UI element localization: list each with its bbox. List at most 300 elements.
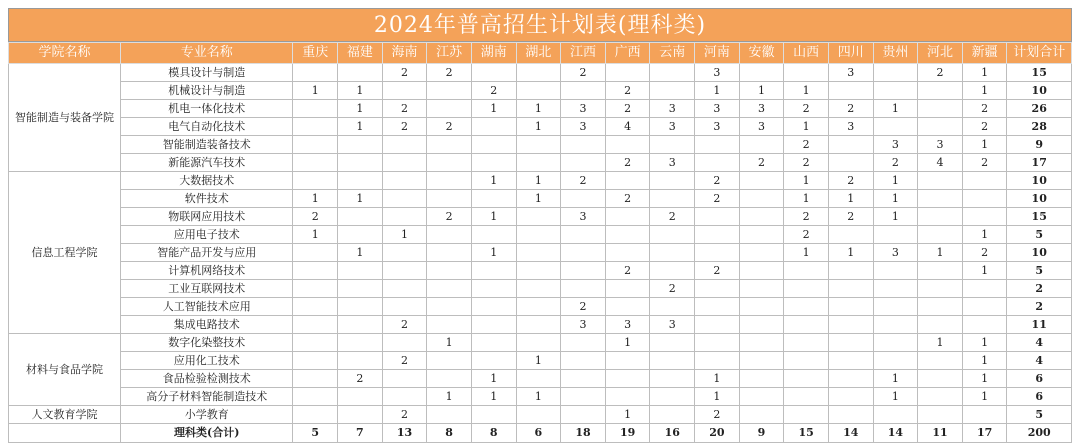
quota-cell	[293, 406, 338, 424]
quota-cell	[650, 262, 695, 280]
header-province: 广西	[605, 43, 650, 64]
quota-cell: 3	[650, 118, 695, 136]
quota-cell	[650, 172, 695, 190]
quota-cell	[427, 352, 472, 370]
quota-cell	[338, 154, 383, 172]
quota-cell	[650, 226, 695, 244]
quota-cell	[650, 64, 695, 82]
quota-cell	[695, 244, 740, 262]
quota-cell	[427, 190, 472, 208]
quota-cell: 1	[784, 82, 829, 100]
row-total-cell: 5	[1007, 406, 1072, 424]
quota-cell: 1	[784, 172, 829, 190]
quota-cell: 1	[828, 190, 873, 208]
quota-cell: 2	[784, 136, 829, 154]
quota-cell: 1	[962, 352, 1007, 370]
quota-cell: 1	[293, 226, 338, 244]
college-name-cell: 材料与食品学院	[9, 334, 121, 406]
quota-cell	[962, 298, 1007, 316]
quota-cell	[784, 370, 829, 388]
row-total-cell: 15	[1007, 208, 1072, 226]
header-province: 江苏	[427, 43, 472, 64]
quota-cell: 1	[962, 136, 1007, 154]
quota-cell	[338, 334, 383, 352]
quota-cell	[382, 154, 427, 172]
quota-cell	[873, 262, 918, 280]
quota-cell: 1	[338, 118, 383, 136]
quota-cell	[695, 208, 740, 226]
quota-cell: 1	[873, 190, 918, 208]
table-row	[9, 334, 1072, 352]
quota-cell	[338, 280, 383, 298]
quota-cell: 1	[338, 190, 383, 208]
quota-cell	[650, 190, 695, 208]
quota-cell	[382, 370, 427, 388]
quota-cell: 1	[516, 172, 561, 190]
quota-cell: 2	[338, 370, 383, 388]
quota-cell	[516, 370, 561, 388]
quota-cell: 1	[873, 100, 918, 118]
quota-cell	[918, 226, 963, 244]
row-total-cell: 2	[1007, 280, 1072, 298]
quota-cell	[962, 172, 1007, 190]
row-total-cell: 26	[1007, 100, 1072, 118]
quota-cell: 1	[873, 172, 918, 190]
quota-cell	[382, 172, 427, 190]
quota-cell	[471, 406, 516, 424]
quota-cell	[382, 298, 427, 316]
quota-cell	[828, 82, 873, 100]
quota-cell	[650, 388, 695, 406]
summary-province-total: 18	[561, 424, 606, 443]
quota-cell	[427, 370, 472, 388]
quota-cell: 1	[695, 370, 740, 388]
quota-cell: 2	[561, 172, 606, 190]
quota-cell: 1	[471, 244, 516, 262]
quota-cell	[471, 352, 516, 370]
row-total-cell: 5	[1007, 262, 1072, 280]
quota-cell: 2	[828, 100, 873, 118]
quota-cell	[427, 100, 472, 118]
header-province: 安徽	[739, 43, 784, 64]
row-total-cell: 2	[1007, 298, 1072, 316]
header-major: 专业名称	[121, 43, 293, 64]
quota-cell	[873, 406, 918, 424]
summary-province-total: 8	[427, 424, 472, 443]
quota-cell	[338, 208, 383, 226]
quota-cell	[338, 352, 383, 370]
quota-cell	[293, 262, 338, 280]
quota-cell: 3	[650, 316, 695, 334]
table-row	[9, 64, 1072, 82]
major-name-cell: 大数据技术	[121, 172, 293, 190]
quota-cell	[650, 370, 695, 388]
quota-cell	[516, 298, 561, 316]
header-total: 计划合计	[1007, 43, 1072, 64]
quota-cell	[873, 64, 918, 82]
major-name-cell: 应用化工技术	[121, 352, 293, 370]
quota-cell	[516, 280, 561, 298]
quota-cell	[962, 280, 1007, 298]
quota-cell	[650, 244, 695, 262]
grand-total-cell: 200	[1007, 424, 1072, 443]
quota-cell	[918, 82, 963, 100]
row-total-cell: 10	[1007, 172, 1072, 190]
summary-province-total: 13	[382, 424, 427, 443]
quota-cell	[338, 262, 383, 280]
quota-cell	[293, 136, 338, 154]
quota-cell	[828, 298, 873, 316]
quota-cell	[739, 370, 784, 388]
row-total-cell: 10	[1007, 82, 1072, 100]
quota-cell: 2	[293, 208, 338, 226]
quota-cell	[739, 280, 784, 298]
quota-cell	[427, 226, 472, 244]
quota-cell	[695, 352, 740, 370]
quota-cell	[427, 82, 472, 100]
major-name-cell: 应用电子技术	[121, 226, 293, 244]
quota-cell	[695, 280, 740, 298]
header-province: 海南	[382, 43, 427, 64]
quota-cell	[784, 406, 829, 424]
quota-cell: 3	[873, 244, 918, 262]
quota-cell: 4	[605, 118, 650, 136]
quota-cell	[516, 136, 561, 154]
table-row	[9, 172, 1072, 190]
quota-cell	[873, 298, 918, 316]
quota-cell	[918, 316, 963, 334]
quota-cell	[293, 64, 338, 82]
plan-table-container	[8, 8, 1072, 443]
college-name-cell: 信息工程学院	[9, 172, 121, 334]
quota-cell	[561, 370, 606, 388]
quota-cell	[918, 280, 963, 298]
header-province: 四川	[828, 43, 873, 64]
quota-cell: 1	[873, 370, 918, 388]
quota-cell: 2	[382, 118, 427, 136]
quota-cell	[784, 280, 829, 298]
major-name-cell: 新能源汽车技术	[121, 154, 293, 172]
quota-cell: 2	[382, 316, 427, 334]
quota-cell	[382, 244, 427, 262]
quota-cell	[516, 208, 561, 226]
quota-cell	[516, 82, 561, 100]
quota-cell: 2	[650, 280, 695, 298]
quota-cell	[918, 208, 963, 226]
quota-cell	[561, 190, 606, 208]
quota-cell: 3	[828, 64, 873, 82]
quota-cell: 1	[605, 406, 650, 424]
quota-cell: 1	[293, 190, 338, 208]
quota-cell	[516, 64, 561, 82]
summary-province-total: 15	[784, 424, 829, 443]
quota-cell: 2	[962, 100, 1007, 118]
quota-cell	[338, 172, 383, 190]
quota-cell: 1	[918, 334, 963, 352]
quota-cell	[516, 334, 561, 352]
quota-cell	[605, 172, 650, 190]
quota-cell	[382, 208, 427, 226]
major-name-cell: 软件技术	[121, 190, 293, 208]
quota-cell: 1	[918, 244, 963, 262]
quota-cell	[739, 334, 784, 352]
quota-cell	[605, 208, 650, 226]
quota-cell	[293, 352, 338, 370]
quota-cell: 1	[471, 208, 516, 226]
quota-cell	[784, 316, 829, 334]
quota-cell: 2	[962, 118, 1007, 136]
quota-cell	[962, 316, 1007, 334]
header-province: 河北	[918, 43, 963, 64]
quota-cell: 2	[918, 64, 963, 82]
quota-cell: 1	[338, 244, 383, 262]
quota-cell	[739, 136, 784, 154]
quota-cell	[516, 316, 561, 334]
quota-cell	[293, 388, 338, 406]
quota-cell	[516, 154, 561, 172]
major-name-cell: 计算机网络技术	[121, 262, 293, 280]
quota-cell	[873, 316, 918, 334]
quota-cell	[828, 316, 873, 334]
quota-cell	[695, 334, 740, 352]
quota-cell: 1	[739, 82, 784, 100]
quota-cell	[918, 388, 963, 406]
quota-cell: 2	[695, 172, 740, 190]
quota-cell: 1	[962, 262, 1007, 280]
quota-cell: 2	[605, 100, 650, 118]
quota-cell	[828, 352, 873, 370]
header-province: 湖南	[471, 43, 516, 64]
header-province: 河南	[695, 43, 740, 64]
table-row	[9, 262, 1072, 280]
quota-cell: 1	[338, 100, 383, 118]
major-name-cell: 食品检验检测技术	[121, 370, 293, 388]
quota-cell	[650, 334, 695, 352]
quota-cell	[739, 352, 784, 370]
table-row	[9, 136, 1072, 154]
quota-cell	[828, 136, 873, 154]
header-province: 新疆	[962, 43, 1007, 64]
table-row	[9, 352, 1072, 370]
quota-cell	[873, 118, 918, 136]
table-row	[9, 406, 1072, 424]
quota-cell	[605, 280, 650, 298]
major-name-cell: 智能制造装备技术	[121, 136, 293, 154]
quota-cell	[293, 316, 338, 334]
summary-province-total: 17	[962, 424, 1007, 443]
summary-row	[9, 424, 1072, 443]
quota-cell	[293, 334, 338, 352]
quota-cell	[561, 388, 606, 406]
table-title: 2024年普高招生计划表(理科类)	[8, 8, 1072, 42]
quota-cell: 1	[605, 334, 650, 352]
summary-province-total: 8	[471, 424, 516, 443]
quota-cell: 1	[471, 370, 516, 388]
quota-cell	[338, 226, 383, 244]
quota-cell	[561, 244, 606, 262]
quota-cell	[784, 334, 829, 352]
summary-province-total: 6	[516, 424, 561, 443]
quota-cell: 3	[695, 64, 740, 82]
major-name-cell: 机电一体化技术	[121, 100, 293, 118]
quota-cell	[293, 154, 338, 172]
quota-cell: 1	[962, 370, 1007, 388]
quota-cell: 1	[471, 388, 516, 406]
quota-cell: 2	[873, 154, 918, 172]
quota-cell	[471, 226, 516, 244]
quota-cell	[293, 280, 338, 298]
quota-cell: 2	[828, 208, 873, 226]
quota-cell: 1	[516, 190, 561, 208]
enrollment-plan-table	[8, 42, 1072, 443]
major-name-cell: 小学教育	[121, 406, 293, 424]
quota-cell: 2	[605, 154, 650, 172]
major-name-cell: 智能产品开发与应用	[121, 244, 293, 262]
quota-cell	[739, 262, 784, 280]
quota-cell: 2	[382, 406, 427, 424]
quota-cell	[605, 370, 650, 388]
quota-cell	[739, 208, 784, 226]
quota-cell	[918, 100, 963, 118]
quota-cell	[962, 190, 1007, 208]
quota-cell	[650, 82, 695, 100]
quota-cell: 3	[561, 316, 606, 334]
quota-cell	[382, 82, 427, 100]
quota-cell	[471, 334, 516, 352]
row-total-cell: 10	[1007, 244, 1072, 262]
quota-cell: 3	[561, 100, 606, 118]
quota-cell: 2	[605, 82, 650, 100]
quota-cell	[427, 136, 472, 154]
quota-cell: 3	[828, 118, 873, 136]
quota-cell: 2	[605, 190, 650, 208]
quota-cell	[605, 298, 650, 316]
quota-cell: 2	[561, 64, 606, 82]
quota-cell	[605, 136, 650, 154]
quota-cell	[382, 280, 427, 298]
table-body	[9, 64, 1072, 443]
header-province: 山西	[784, 43, 829, 64]
quota-cell	[471, 262, 516, 280]
quota-cell: 2	[739, 154, 784, 172]
quota-cell	[828, 280, 873, 298]
summary-label: 理科类(合计)	[121, 424, 293, 443]
row-total-cell: 17	[1007, 154, 1072, 172]
header-row	[9, 43, 1072, 64]
quota-cell	[293, 244, 338, 262]
quota-cell	[471, 154, 516, 172]
summary-province-total: 16	[650, 424, 695, 443]
quota-cell	[471, 118, 516, 136]
quota-cell: 1	[293, 82, 338, 100]
quota-cell	[962, 406, 1007, 424]
quota-cell	[293, 100, 338, 118]
major-name-cell: 集成电路技术	[121, 316, 293, 334]
quota-cell	[516, 406, 561, 424]
quota-cell	[561, 136, 606, 154]
table-row	[9, 316, 1072, 334]
quota-cell	[784, 298, 829, 316]
quota-cell: 1	[962, 388, 1007, 406]
quota-cell	[293, 118, 338, 136]
quota-cell: 2	[561, 298, 606, 316]
quota-cell	[382, 190, 427, 208]
quota-cell	[828, 370, 873, 388]
quota-cell	[739, 316, 784, 334]
row-total-cell: 11	[1007, 316, 1072, 334]
quota-cell	[739, 298, 784, 316]
major-name-cell: 数字化染整技术	[121, 334, 293, 352]
quota-cell: 2	[650, 208, 695, 226]
header-province: 福建	[338, 43, 383, 64]
major-name-cell: 电气自动化技术	[121, 118, 293, 136]
quota-cell	[382, 334, 427, 352]
quota-cell: 1	[784, 244, 829, 262]
quota-cell: 1	[962, 334, 1007, 352]
quota-cell: 2	[382, 352, 427, 370]
row-total-cell: 6	[1007, 388, 1072, 406]
quota-cell: 2	[784, 208, 829, 226]
major-name-cell: 人工智能技术应用	[121, 298, 293, 316]
summary-province-total: 14	[873, 424, 918, 443]
quota-cell: 2	[427, 118, 472, 136]
quota-cell	[695, 298, 740, 316]
quota-cell	[918, 352, 963, 370]
quota-cell	[918, 406, 963, 424]
quota-cell	[561, 226, 606, 244]
quota-cell: 2	[605, 262, 650, 280]
quota-cell: 2	[382, 100, 427, 118]
quota-cell: 1	[784, 190, 829, 208]
quota-cell	[828, 262, 873, 280]
quota-cell	[427, 244, 472, 262]
quota-cell	[382, 388, 427, 406]
quota-cell	[739, 388, 784, 406]
quota-cell	[471, 316, 516, 334]
table-row	[9, 280, 1072, 298]
quota-cell: 2	[784, 154, 829, 172]
quota-cell: 1	[695, 388, 740, 406]
quota-cell	[338, 406, 383, 424]
quota-cell	[739, 226, 784, 244]
quota-cell	[561, 280, 606, 298]
major-name-cell: 工业互联网技术	[121, 280, 293, 298]
quota-cell	[739, 64, 784, 82]
quota-cell: 2	[784, 100, 829, 118]
quota-cell: 1	[382, 226, 427, 244]
table-row	[9, 298, 1072, 316]
quota-cell: 1	[962, 82, 1007, 100]
quota-cell	[561, 352, 606, 370]
quota-cell: 3	[561, 208, 606, 226]
quota-cell	[918, 172, 963, 190]
quota-cell	[873, 226, 918, 244]
summary-province-total: 7	[338, 424, 383, 443]
quota-cell	[338, 64, 383, 82]
table-row	[9, 226, 1072, 244]
quota-cell	[427, 316, 472, 334]
quota-cell	[516, 226, 561, 244]
quota-cell	[293, 298, 338, 316]
quota-cell	[828, 334, 873, 352]
quota-cell	[338, 298, 383, 316]
quota-cell: 1	[873, 208, 918, 226]
quota-cell	[650, 136, 695, 154]
quota-cell: 1	[516, 388, 561, 406]
quota-cell	[695, 154, 740, 172]
table-row	[9, 208, 1072, 226]
quota-cell: 2	[695, 262, 740, 280]
